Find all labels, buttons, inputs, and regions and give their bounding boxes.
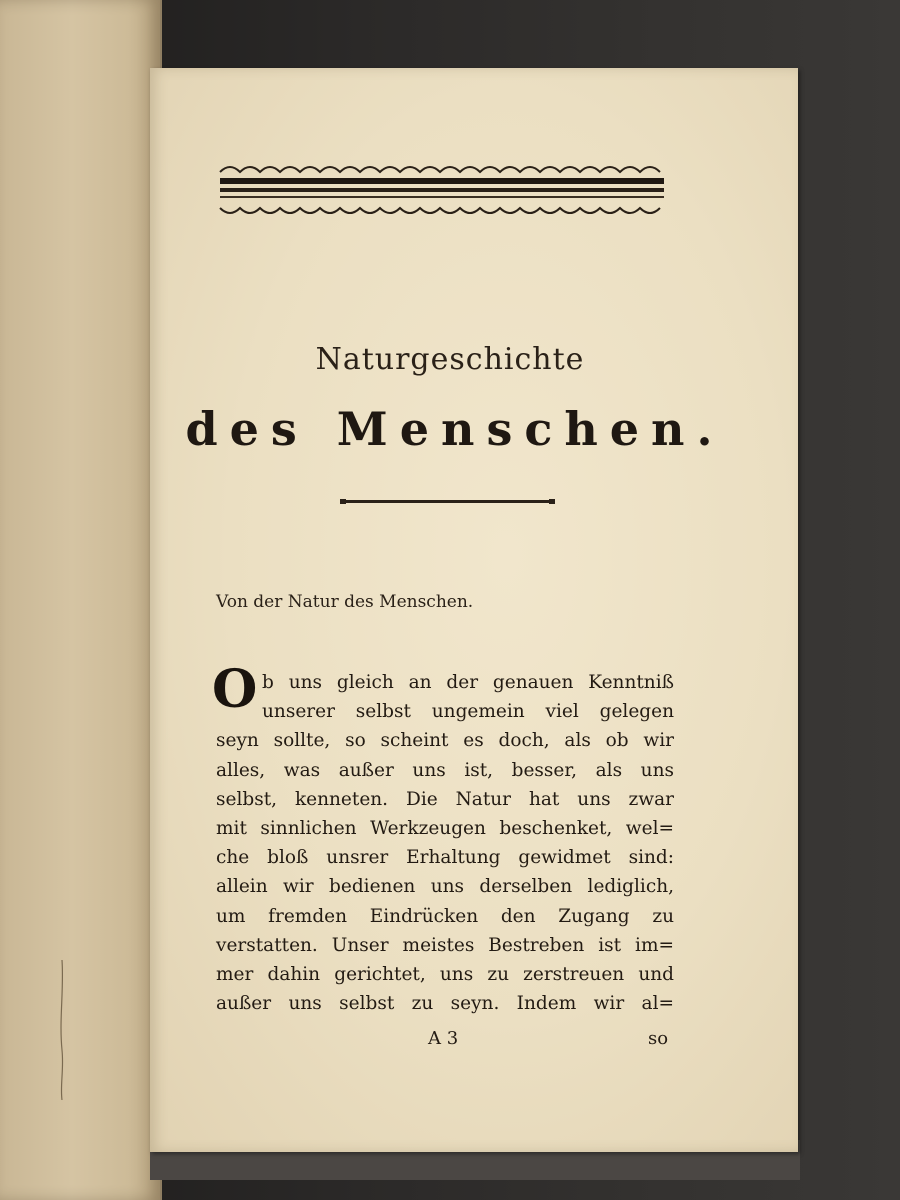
title-line-2: des Menschen.: [185, 402, 725, 456]
text-line: alles, was außer uns ist, besser, als uns: [216, 759, 674, 781]
ornamental-header-band: [218, 158, 666, 224]
page-crease: [58, 960, 66, 1100]
text-line: che bloß unsrer Erhaltung gewidmet sind:: [216, 847, 674, 869]
text-line: mit sinnlichen Werkzeugen beschenket, wel=: [216, 818, 674, 840]
text-line: selbst, kenneten. Die Natur hat uns zwar: [216, 788, 674, 810]
title-line-1: Naturgeschichte: [315, 342, 585, 377]
drop-cap: O: [212, 659, 258, 720]
text-line: seyn sollte, so scheint es doch, als ob wir: [216, 730, 674, 752]
text-line: außer uns selbst zu seyn. Indem wir al=: [216, 993, 674, 1015]
signature-mark: A 3: [428, 1028, 459, 1049]
text-line: b uns gleich an der genauen Kenntniß: [262, 672, 674, 693]
text-line: mer dahin gerichtet, uns zu zerstreuen und: [216, 964, 674, 986]
text-line: verstatten. Unser meistes Bestreben ist im=: [216, 934, 674, 956]
text-line: allein wir bedienen uns derselben lediglich,: [216, 876, 674, 898]
title-rule: [340, 498, 555, 506]
text-line: um fremden Eindrücken den Zugang zu: [216, 905, 674, 927]
section-heading: Von der Natur des Menschen.: [216, 592, 474, 612]
text-line: unserer selbst ungemein viel gelegen: [262, 701, 674, 723]
body-paragraph: [216, 668, 674, 1018]
left-page: [0, 0, 162, 1200]
catchword: so: [648, 1028, 669, 1049]
book-page: [150, 68, 798, 1152]
